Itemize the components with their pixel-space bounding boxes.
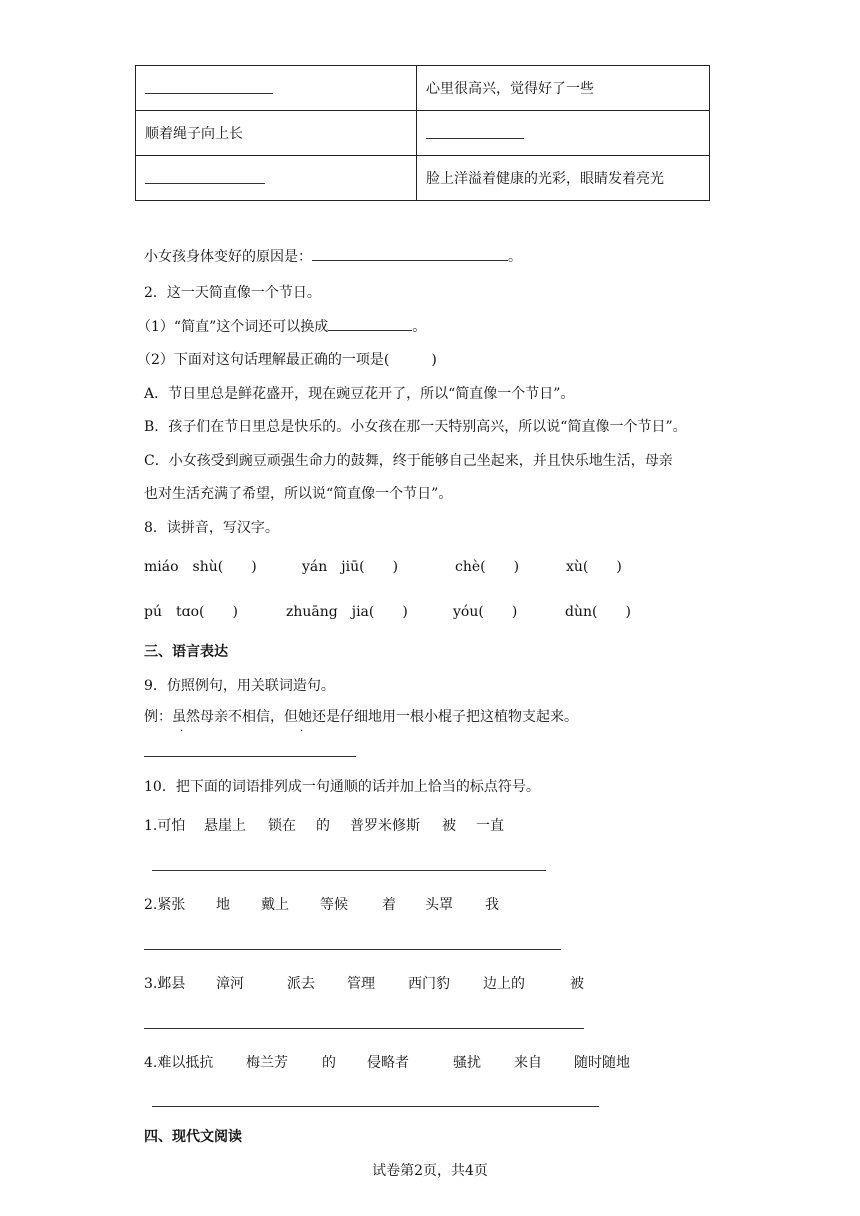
word: 1.可怕 [144,818,186,834]
word: 戴上 [261,897,289,913]
option-a[interactable]: A．节日里总是鲜花盛开，现在豌豆花开了，所以“简直像一个节日”。 [144,386,575,402]
table-cell: 心里很高兴，觉得好了一些 [417,66,710,111]
answer-blank[interactable] [145,169,265,184]
pinyin-item[interactable]: chè( ) [455,559,520,575]
word: 着 [382,897,396,913]
question-2-sub2: （2）下面对这句话理解最正确的一项是( ) [137,352,437,368]
word: 等候 [320,897,348,913]
question-2-sub1: （1）“简直”这个词还可以换成 。 [137,316,426,336]
page-footer: 试卷第2页，共4页 [372,1163,488,1179]
answer-blank[interactable] [145,79,273,94]
option-b[interactable]: B．孩子们在节日里总是快乐的。小女孩在那一天特别高兴，所以说“简直像一个节日”。 [144,419,687,435]
table-cell [417,111,710,156]
question-2-title: 2．这一天简直像一个节日。 [144,285,321,301]
reason-question: 小女孩身体变好的原因是： 。 [144,246,522,266]
pinyin-item[interactable]: dùn( ) [565,604,631,620]
word: 骚扰 [453,1055,481,1071]
question-9-example: 例：虽然母亲不相信，但她还是仔细地用一根小棍子把这植物支起来。 [144,709,578,725]
option-c-line2: 也对生活充满了希望，所以说“简直像一个节日”。 [144,486,453,502]
matching-table [135,65,710,201]
table-cell: 顺着绳子向上长 [136,111,417,156]
word: 我 [485,897,499,913]
word: 的 [316,818,330,834]
table-cell [136,156,417,201]
table-row [136,66,710,111]
word: 漳河 [216,976,244,992]
answer-line[interactable] [144,1028,584,1029]
emphasis-dot: · [300,726,304,737]
word: 头罩 [425,897,453,913]
word: 来自 [514,1055,542,1071]
word: 悬崖上 [204,818,246,834]
section-4-heading: 四、现代文阅读 [144,1129,242,1145]
pinyin-item[interactable]: yóu( ) [453,604,518,620]
word: 一直 [476,818,504,834]
pinyin-item[interactable]: pú tɑo( ) [144,604,238,620]
answer-line[interactable] [144,949,561,950]
pinyin-item[interactable]: xù( ) [566,559,622,575]
table-cell: 脸上洋溢着健康的光彩，眼睛发着亮光 [417,156,710,201]
word: 普罗米修斯 [350,818,420,834]
pinyin-item[interactable]: zhuāng jia( ) [286,604,408,620]
word: 被 [442,818,456,834]
option-c-line1[interactable]: C．小女孩受到豌豆顽强生命力的鼓舞，终于能够自己坐起来，并且快乐地生活，母亲 [144,453,673,469]
pinyin-item[interactable]: yán jiū( ) [302,559,399,575]
word: 被 [570,976,584,992]
answer-line[interactable] [144,756,356,757]
word: 4.难以抵抗 [144,1055,214,1071]
word: 西门豹 [408,976,450,992]
word: 地 [216,897,230,913]
word: 派去 [287,976,315,992]
table-row [136,111,710,156]
pinyin-item[interactable]: miáo shù( ) [144,559,257,575]
table-cell [136,66,417,111]
answer-blank[interactable] [328,316,412,331]
word: 的 [322,1055,336,1071]
word: 梅兰芳 [246,1055,288,1071]
word: 管理 [347,976,375,992]
question-10-title: 10．把下面的词语排列成一句通顺的话并加上恰当的标点符号。 [144,779,540,795]
word: 侵略者 [367,1055,409,1071]
answer-blank[interactable] [312,246,508,261]
table-row [136,156,710,201]
answer-line[interactable] [152,870,546,871]
question-9-title: 9．仿照例句，用关联词造句。 [144,678,335,694]
emphasis-dot: · [180,726,184,737]
question-8-title: 8．读拼音，写汉字。 [144,520,279,536]
word: 2.紧张 [144,897,186,913]
answer-line[interactable] [152,1106,599,1107]
section-3-heading: 三、语言表达 [144,644,228,660]
word: 3.邺县 [144,976,186,992]
word: 锁在 [268,818,296,834]
word: 随时随地 [574,1055,630,1071]
word: 边上的 [483,976,525,992]
answer-blank[interactable] [426,124,524,139]
